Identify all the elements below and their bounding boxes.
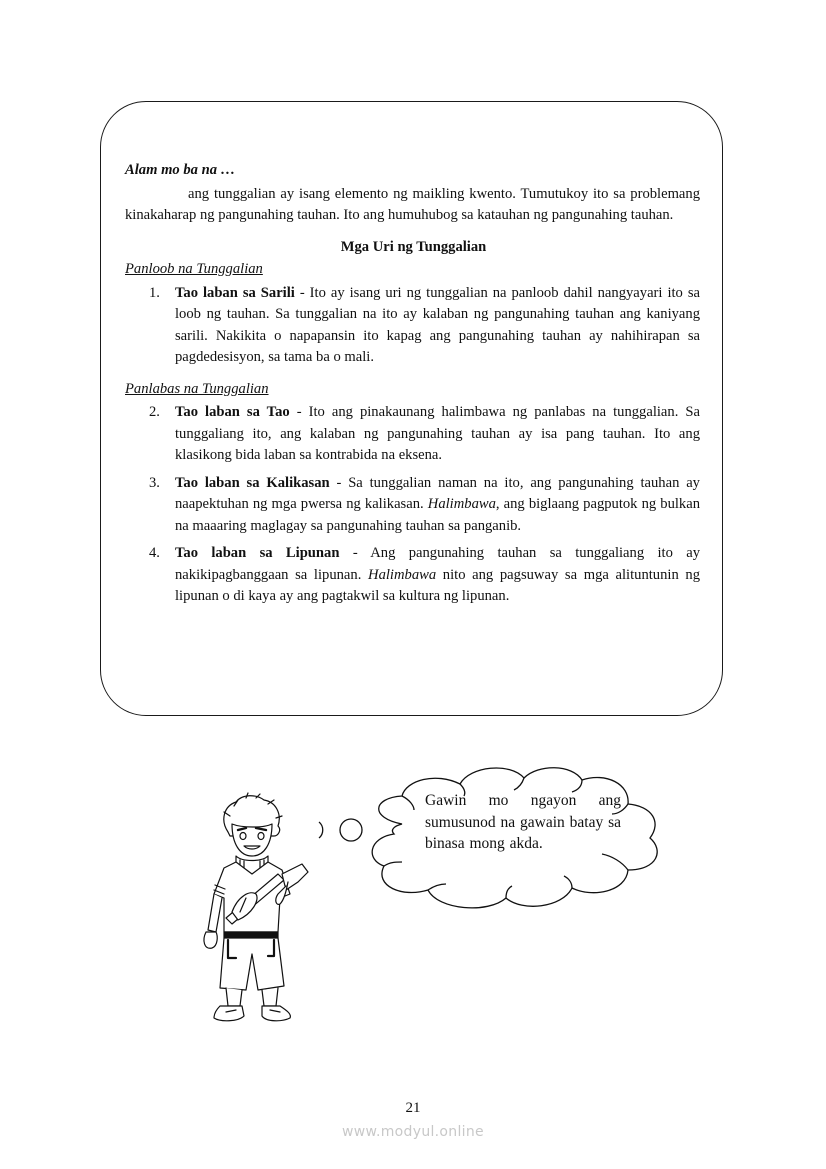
list-item: [125, 402, 700, 467]
item-term: Tao laban sa Sarili: [175, 284, 295, 301]
item-number: 2.: [149, 404, 160, 420]
item-text: Ang pangunahing tauhan sa tunggaliang ito ay nakikipagbanggaan sa lipunan.: [175, 545, 701, 583]
page-number: 21: [405, 1100, 421, 1116]
category-label-panloob: Panloob na Tunggalian: [125, 261, 263, 277]
item-separator: -: [339, 545, 371, 561]
item-number: 3.: [149, 474, 160, 491]
item-text: Sa tunggalian naman na ito, ang pangunahing tauhan ay naapektuhan ng mga pwersa ng kalikasan.: [175, 474, 700, 512]
conflict-list-panlabas: [125, 402, 700, 608]
cartoon-boy-icon: [190, 790, 310, 1025]
list-item: [125, 543, 700, 608]
section-title: Mga Uri ng Tunggalian: [340, 238, 487, 255]
item-term: Tao laban sa Lipunan: [175, 545, 340, 561]
list-item: [125, 283, 700, 369]
item-text: Ito ang pinakaunang halimbawa ng panlabas na tunggalian. Sa tunggaliang ito, ang kalaban ng pangunahing tauhan ay isa pang tauhan. Ito ang klasikong bida laban sa kontrabida na eksena.: [175, 404, 700, 463]
item-text-after: , ang biglaang pagputok ng bulkan na maaaring maglagay sa pangunahing tauhan sa panganib.: [175, 496, 701, 534]
list-item: [125, 473, 700, 538]
item-separator: -: [329, 474, 349, 491]
info-box-content: [125, 160, 700, 614]
intro-paragraph: ang tunggalian ay isang elemento ng maikling kwento. Tumutukoy ito sa problemang kinakaharap ng pangunahing tauhan. Ito ang humuhubog sa katauhan ng pangunahing tauhan.: [125, 185, 700, 223]
intro-heading: Alam mo ba na …: [125, 162, 236, 178]
watermark-link[interactable]: www.modyul.online: [342, 1124, 484, 1140]
item-text-italic: Halimbawa: [427, 496, 496, 512]
item-term: Tao laban sa Tao: [175, 404, 290, 420]
item-text-italic: Halimbawa: [368, 566, 437, 583]
item-text: Ito ay isang uri ng tunggalian na panloob dahil nangyayari ito sa loob ng tauhan. Sa tunggalian na ito ay kalaban ng pangunahing tauhan ang kaniyang sarili. Nakikita o napapansin ito kapag ang pangunahing tauhan ay nahihirapan sa pagdedesisyon, sa tama ba o mali.: [175, 284, 700, 365]
item-number: 1.: [149, 284, 160, 301]
category-label-panlabas: Panlabas na Tunggalian: [125, 380, 269, 397]
item-separator: -: [294, 284, 310, 301]
thought-bubble-text: Gawin mo ngayon ang sumusunod na gawain batay sa binasa mong akda.: [425, 792, 621, 852]
item-separator: -: [289, 404, 309, 420]
conflict-list-panloob: [125, 283, 700, 369]
item-term: Tao laban sa Kalikasan: [175, 474, 330, 491]
item-text-after: nito ang pagsuway sa mga alituntunin ng lipunan o di kaya ay ang pagtakwil sa kultura ng lipunan.: [175, 566, 700, 604]
item-number: 4.: [149, 545, 160, 561]
